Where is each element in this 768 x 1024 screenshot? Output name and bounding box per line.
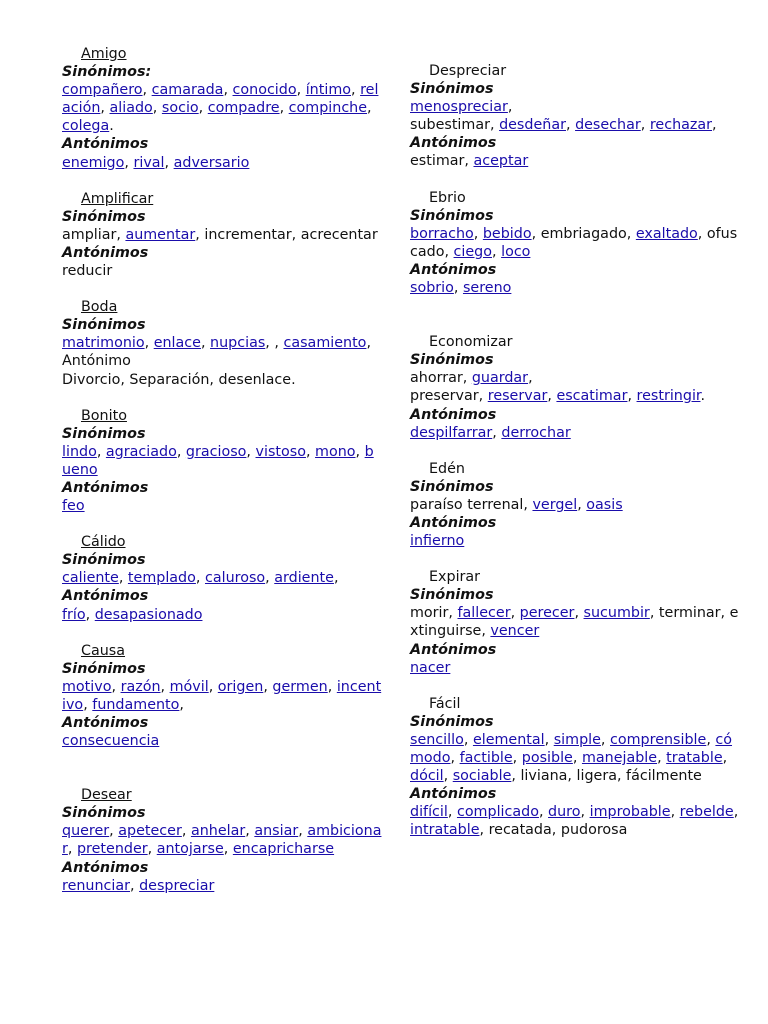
entry-eden (410, 460, 740, 550)
word-link-posible[interactable]: posible (521, 750, 573, 766)
plain-text: , (327, 678, 337, 695)
word-link-ardiente[interactable]: ardiente (274, 570, 334, 587)
word-link-exaltado[interactable]: exaltado (635, 225, 698, 242)
synonyms-list (410, 604, 740, 640)
word-link-caliente[interactable]: caliente (62, 570, 119, 587)
word-link-manejable[interactable]: manejable (581, 750, 658, 766)
plain-text: , (600, 731, 611, 748)
plain-text: , (544, 731, 554, 748)
plain-text: , (85, 606, 95, 623)
word-link-fundamento[interactable]: fundamento (92, 696, 180, 713)
plain-text: , (118, 570, 128, 587)
synonyms-list (410, 98, 740, 116)
synonyms-label: Sinónimos (410, 478, 494, 495)
word-link-comodo[interactable]: cómodo (410, 731, 733, 766)
word-link-guardar[interactable]: guardar (471, 370, 529, 387)
word-link-sucumbir[interactable]: sucumbir (583, 605, 650, 622)
antonyms-list (62, 732, 382, 750)
word-link-pretender[interactable]: pretender (76, 841, 148, 858)
word-link-comprensible[interactable]: comprensible (610, 731, 707, 748)
antonyms-label: Antónimos (410, 135, 497, 152)
entry-title: Amigo (81, 46, 127, 62)
plain-text: , (473, 225, 483, 242)
word-link-vistoso[interactable]: vistoso (255, 443, 306, 460)
word-link-consecuencia[interactable]: consecuencia (62, 733, 160, 750)
word-link-matrimonio[interactable]: matrimonio (62, 335, 145, 352)
plain-text: , (111, 678, 121, 695)
plain-text: preservar, (410, 388, 488, 405)
entry-amplificar (62, 190, 382, 280)
antonyms-list (410, 803, 740, 839)
word-link-loco[interactable]: loco (501, 243, 531, 260)
word-link-aumentar[interactable]: aumentar (125, 226, 196, 243)
plain-text: , (657, 750, 667, 766)
plain-text: , (627, 388, 637, 405)
word-link-bebido[interactable]: bebido (482, 225, 532, 242)
word-link-compinche[interactable]: compinche (288, 100, 368, 117)
plain-text: , (712, 117, 717, 134)
plain-text: , (96, 443, 106, 460)
entry-title: Economizar (429, 334, 513, 351)
synonyms-label: Sinónimos (410, 587, 494, 604)
word-link-incentivo[interactable]: incentivo (62, 678, 382, 713)
antonyms-list (62, 606, 382, 624)
word-link-elemental[interactable]: elemental (472, 731, 545, 748)
word-link-desdenar[interactable]: desdeñar (499, 117, 566, 134)
plain-text: , (164, 154, 174, 171)
word-link-ambicionar[interactable]: ambicionar (62, 823, 382, 858)
antonyms-label: Antónimo (62, 353, 131, 370)
plain-text: , (565, 117, 576, 134)
plain-text: , (640, 117, 650, 134)
plain-text: , (706, 731, 716, 748)
word-link-desechar[interactable]: desechar (575, 117, 641, 134)
word-link-despilfarrar[interactable]: despilfarrar (410, 424, 493, 441)
word-link-frio[interactable]: frío (62, 606, 86, 623)
word-link-templado[interactable]: templado (127, 570, 196, 587)
word-link-duro[interactable]: duro (548, 804, 581, 821)
antonyms-label: Antónimos (62, 136, 149, 153)
word-link-sencillo[interactable]: sencillo (410, 731, 464, 748)
word-link-aliado[interactable]: aliado (109, 100, 153, 117)
word-link-dificil[interactable]: difícil (410, 804, 448, 821)
plain-text: , (160, 678, 170, 695)
antonyms-label: Antónimos (62, 244, 149, 261)
plain-text: , (538, 804, 549, 821)
antonyms-label: Antónimos (62, 859, 149, 876)
word-link-rechazar[interactable]: rechazar (649, 117, 713, 134)
word-link-camarada[interactable]: camarada (151, 82, 224, 99)
antonyms-label: Antónimos (410, 406, 497, 423)
plain-text: reducir (62, 263, 113, 280)
antonyms-list (62, 497, 382, 515)
plain-text: , embriagado, (531, 225, 636, 242)
antonyms-list (62, 877, 382, 895)
word-link-intratable[interactable]: intratable (410, 822, 480, 839)
plain-text: , (450, 750, 460, 766)
antonyms-label: Antónimos (410, 786, 497, 803)
entry-title: Causa (81, 642, 126, 659)
plain-text: morir, (410, 605, 458, 622)
word-link-nacer[interactable]: nacer (410, 659, 451, 676)
antonyms-list (410, 659, 740, 677)
synonyms-list (410, 496, 740, 514)
word-link-rebelde[interactable]: rebelde (679, 804, 734, 821)
word-link-complicado[interactable]: complicado (456, 804, 539, 821)
antonyms-label: Antónimos (410, 514, 497, 531)
plain-text: , (223, 82, 233, 99)
word-link-germen[interactable]: germen (272, 678, 328, 695)
word-link-simple[interactable]: simple (553, 731, 601, 748)
entry-title: Bonito (81, 407, 127, 424)
plain-text: , incrementar, acrecentar (195, 226, 378, 243)
antonyms-list (62, 262, 382, 280)
synonyms-list (62, 822, 382, 858)
word-link-despreciar[interactable]: despreciar (139, 877, 215, 894)
plain-text: , (245, 823, 255, 840)
plain-text: , (512, 750, 522, 766)
plain-text: paraíso terrenal, (410, 496, 533, 513)
word-link-oasis[interactable]: oasis (586, 496, 623, 513)
synonyms-list (62, 569, 382, 587)
plain-text: , (263, 678, 273, 695)
plain-text: , (453, 280, 463, 297)
entry-boda (62, 298, 382, 388)
word-link-restringir[interactable]: restringir (636, 388, 701, 405)
entry-title: Cálido (81, 534, 126, 551)
right-column (410, 62, 740, 839)
word-link-vencer[interactable]: vencer (490, 623, 540, 640)
word-link-escatimar[interactable]: escatimar (556, 388, 628, 405)
plain-text: , (355, 443, 365, 460)
antonyms-list (410, 424, 740, 442)
synonyms-label: Sinónimos (62, 552, 146, 569)
entry-title: Ebrio (429, 189, 466, 206)
synonyms-label: Sinónimos (62, 660, 146, 677)
word-link-companero[interactable]: compañero (62, 82, 143, 99)
antonyms-list (410, 152, 740, 170)
antonyms-label: Antónimos (410, 641, 497, 658)
plain-text: , (580, 804, 590, 821)
word-link-colega[interactable]: colega (62, 118, 110, 135)
word-link-enemigo[interactable]: enemigo (62, 154, 125, 171)
word-link-motivo[interactable]: motivo (62, 678, 112, 695)
word-link-mono[interactable]: mono (315, 443, 356, 460)
plain-text: , (722, 750, 728, 766)
entry-title: Despreciar (429, 63, 507, 79)
word-link-relacion[interactable]: relación (62, 82, 379, 117)
word-link-reservar[interactable]: reservar (487, 388, 548, 405)
synonyms-label: Sinónimos (410, 352, 494, 369)
word-link-borracho[interactable]: borracho (410, 225, 474, 242)
plain-text: , (447, 804, 457, 821)
word-link-agraciado[interactable]: agraciado (105, 443, 177, 460)
word-link-desapasionado[interactable]: desapasionado (94, 606, 203, 623)
antonyms-list (62, 371, 382, 389)
antonyms-label: Antónimos (62, 715, 149, 731)
entry-title: Expirar (429, 569, 481, 586)
plain-text: , (246, 443, 256, 460)
plain-text: , (176, 443, 186, 460)
plain-text: , (279, 100, 289, 117)
synonyms-list (62, 334, 382, 352)
word-link-sociable[interactable]: sociable (452, 768, 512, 785)
word-link-ansiar[interactable]: ansiar (254, 823, 299, 840)
entry-title: Edén (429, 460, 465, 477)
plain-text: , (492, 424, 502, 441)
entry-amigo (62, 45, 382, 172)
word-link-movil[interactable]: móvil (169, 678, 209, 695)
word-link-renunciar[interactable]: renunciar (62, 877, 131, 894)
plain-text: estimar, (410, 153, 474, 170)
plain-text: , (463, 731, 473, 748)
synonyms-list (410, 731, 740, 785)
entry-despreciar (410, 62, 740, 171)
synonyms-list (410, 225, 740, 261)
word-link-fallecer[interactable]: fallecer (457, 605, 511, 622)
synonyms-list (62, 443, 382, 479)
plain-text: , (208, 678, 218, 695)
plain-text: , (130, 877, 140, 894)
word-link-origen[interactable]: origen (217, 678, 264, 695)
word-link-feo[interactable]: feo (62, 498, 85, 515)
antonyms-list (410, 532, 740, 550)
plain-text: , (142, 82, 152, 99)
word-link-menospreciar[interactable]: menospreciar (410, 99, 508, 116)
entry-title: Fácil (429, 695, 461, 712)
plain-text: , (577, 496, 587, 513)
plain-text: , (223, 841, 233, 858)
plain-text: , (181, 823, 191, 840)
entry-title: Amplificar (81, 190, 154, 207)
word-link-casamiento[interactable]: casamiento (283, 335, 367, 352)
plain-text: , (83, 696, 93, 713)
plain-text: , (195, 570, 205, 587)
word-link-adversario[interactable]: adversario (173, 154, 250, 171)
word-link-antojarse[interactable]: antojarse (156, 841, 224, 858)
synonyms-label: Sinónimos (410, 207, 494, 224)
word-link-anhelar[interactable]: anhelar (190, 823, 246, 840)
word-link-socio[interactable]: socio (161, 100, 199, 117)
word-link-infierno[interactable]: infierno (410, 533, 465, 550)
entry-ebrio (410, 189, 740, 298)
word-link-vergel[interactable]: vergel (532, 496, 578, 513)
synonyms-label: Sinónimos (62, 208, 146, 225)
synonyms-label: Sinónimos (62, 425, 146, 442)
plain-text: , terminar, extinguirse, (410, 605, 739, 640)
plain-text: , liviana, ligera, fácilmente (511, 768, 702, 785)
plain-text: , (510, 605, 520, 622)
word-link-querer[interactable]: querer (62, 823, 110, 840)
plain-text: , (333, 570, 339, 587)
plain-text: , (305, 443, 316, 460)
plain-text: , recatada, pudorosa (479, 822, 628, 839)
synonyms-list (62, 226, 382, 244)
word-link-rival[interactable]: rival (133, 154, 165, 171)
word-link-factible[interactable]: factible (459, 750, 513, 766)
plain-text: , (351, 82, 361, 99)
word-link-sereno[interactable]: sereno (462, 280, 512, 297)
word-link-sobrio[interactable]: sobrio (410, 280, 454, 297)
plain-text: , (100, 100, 110, 117)
synonyms-label: Sinónimos (410, 713, 494, 730)
plain-text: , (124, 154, 134, 171)
entry-title: Boda (81, 299, 118, 316)
plain-text: , (298, 823, 308, 840)
word-link-intimo[interactable]: íntimo (305, 82, 351, 99)
synonyms-label: Sinónimos (410, 81, 494, 98)
word-link-derrochar[interactable]: derrochar (501, 424, 571, 441)
synonyms-label: Sinónimos (62, 805, 146, 822)
plain-text: , (492, 243, 502, 260)
plain-text: , (572, 750, 582, 766)
antonyms-label: Antónimos (62, 588, 149, 605)
plain-text: . (109, 118, 114, 135)
left-column (62, 45, 382, 895)
word-link-encapricharse[interactable]: encapricharse (232, 841, 335, 858)
plain-text: . (700, 388, 706, 405)
plain-text: , (109, 823, 119, 840)
word-link-lindo[interactable]: lindo (62, 443, 97, 460)
entry-title: Desear (81, 787, 132, 804)
synonyms-list (62, 81, 382, 135)
plain-text: , (67, 841, 77, 858)
antonyms-list (410, 279, 740, 297)
plain-text: subestimar, (410, 117, 500, 134)
plain-text: , (265, 570, 275, 587)
antonyms-list (62, 154, 382, 172)
plain-text: Divorcio, Separación, desenlace. (62, 371, 296, 388)
plain-text: , (367, 100, 372, 117)
synonyms-label: Sinónimos: (62, 64, 152, 81)
word-link-conocido[interactable]: conocido (232, 82, 297, 99)
plain-text: , (296, 82, 306, 99)
plain-text: , ofuscado, (410, 225, 738, 260)
plain-text: ahorrar, (410, 370, 472, 387)
word-link-docil[interactable]: dócil (410, 768, 444, 785)
entry-economizar (410, 333, 740, 442)
word-link-enlace[interactable]: enlace (153, 335, 201, 352)
plain-text: , (670, 804, 680, 821)
entry-bonito (62, 407, 382, 516)
plain-text: , (179, 696, 184, 713)
plain-text: , , (265, 335, 284, 352)
plain-text: , (366, 335, 371, 352)
synonyms-list (410, 369, 740, 387)
antonyms-label: Antónimos (62, 479, 149, 496)
word-link-apetecer[interactable]: apetecer (118, 823, 182, 840)
word-link-tratable[interactable]: tratable (666, 750, 723, 766)
entry-desear (62, 786, 382, 895)
word-link-caluroso[interactable]: caluroso (204, 570, 266, 587)
plain-text: , (198, 100, 208, 117)
entry-causa (62, 642, 382, 751)
entry-facil (410, 695, 740, 840)
plain-text: , (574, 605, 584, 622)
word-link-razon[interactable]: razón (120, 678, 161, 695)
plain-text: , (443, 768, 453, 785)
plain-text: , (528, 370, 533, 387)
plain-text: , (733, 804, 739, 821)
plain-text: , (152, 100, 162, 117)
plain-text: , (147, 841, 157, 858)
synonyms-list (62, 678, 382, 714)
synonyms-label: Sinónimos (62, 317, 146, 334)
antonyms-label: Antónimos (410, 261, 497, 278)
synonyms-list (410, 387, 740, 405)
plain-text: ampliar, (62, 226, 126, 243)
word-link-nupcias[interactable]: nupcias (210, 335, 266, 352)
word-link-bueno[interactable]: bueno (62, 443, 374, 478)
entry-expirar (410, 568, 740, 677)
plain-text: , (547, 388, 557, 405)
word-link-perecer[interactable]: perecer (519, 605, 575, 622)
word-link-gracioso[interactable]: gracioso (185, 443, 247, 460)
word-link-aceptar[interactable]: aceptar (473, 153, 529, 170)
entry-calido (62, 533, 382, 623)
word-link-compadre[interactable]: compadre (207, 100, 280, 117)
plain-text: , (507, 99, 513, 116)
synonyms-list (410, 116, 740, 134)
word-link-ciego[interactable]: ciego (453, 243, 492, 260)
plain-text: , (144, 335, 154, 352)
plain-text: , (200, 335, 211, 352)
word-link-improbable[interactable]: improbable (589, 804, 671, 821)
